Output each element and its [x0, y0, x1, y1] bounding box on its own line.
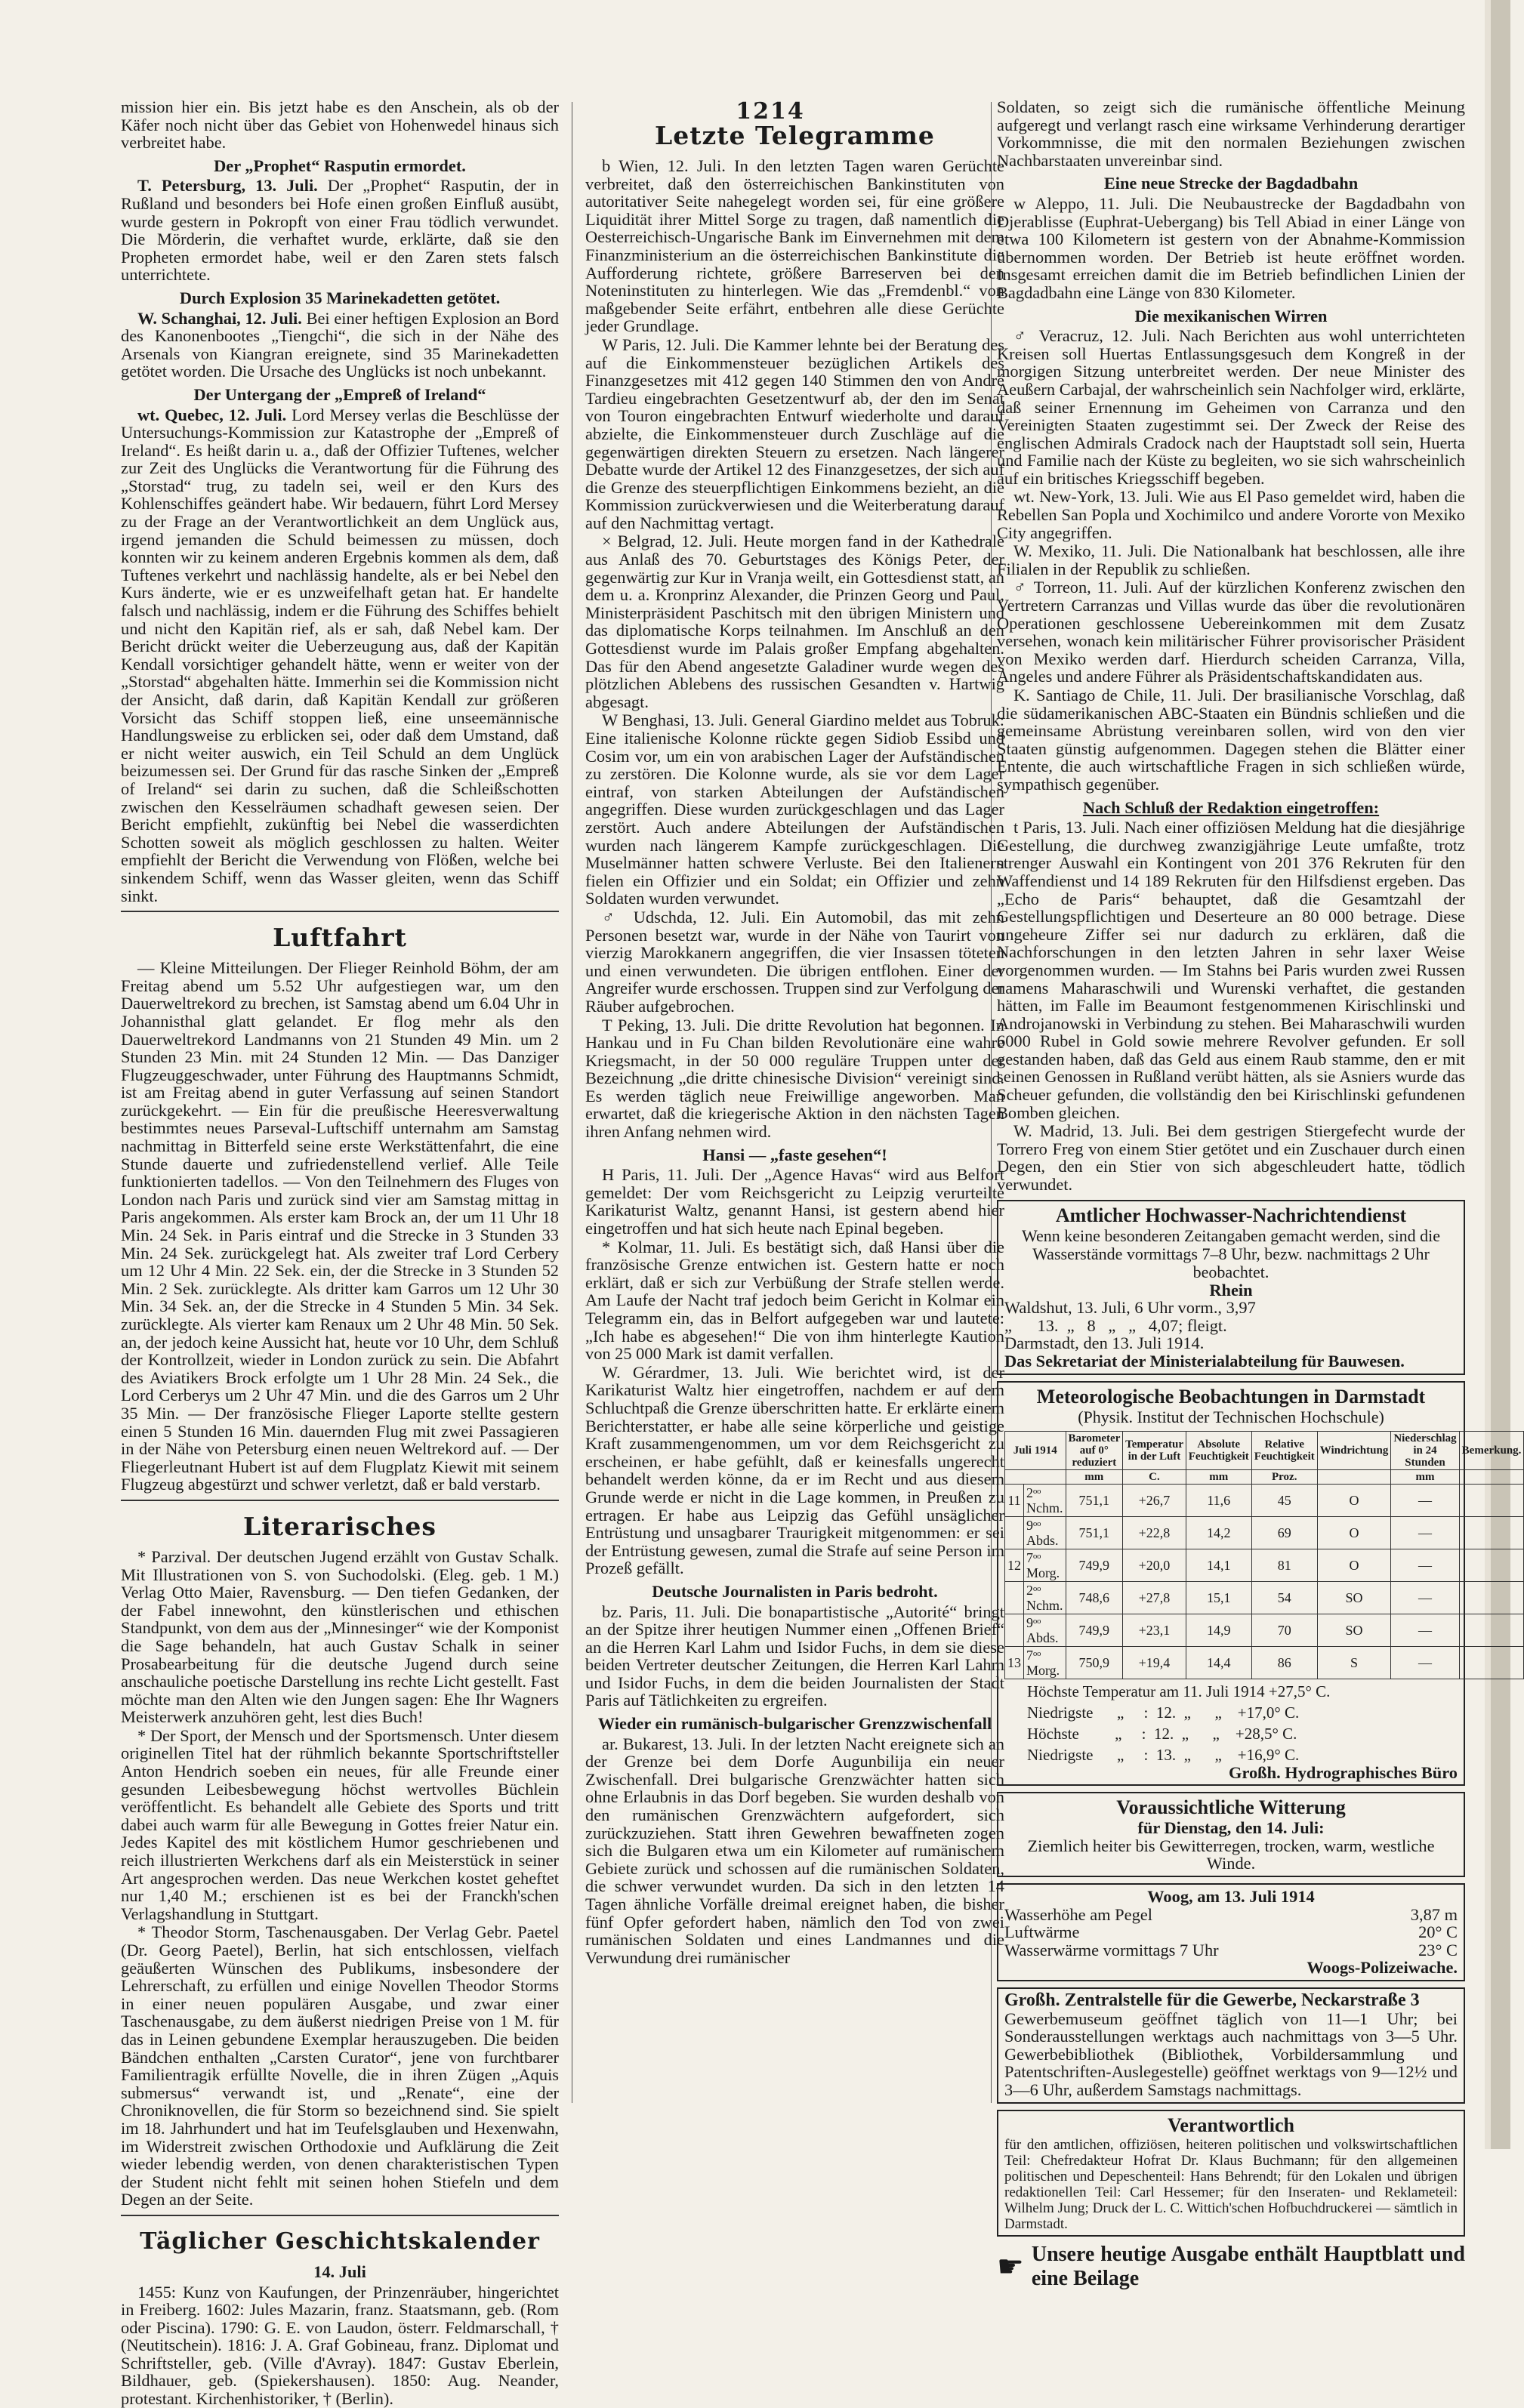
article-heading: Deutsche Journalisten in Paris bedroht.	[652, 1581, 938, 1601]
meteo-subtitle: (Physik. Institut der Technischen Hochschule)	[1078, 1407, 1384, 1426]
article-heading: Durch Explosion 35 Marinekadetten getötet.	[179, 288, 501, 307]
meteo-cell-wind: S	[1317, 1646, 1391, 1679]
article-heading: Hansi — „faste gesehen“!	[702, 1145, 887, 1164]
intro-text: mission hier ein. Bis jetzt habe es den Anschein, als ob der Käfer noch nicht über das Gebiet von Hohenwedel hinaus sich verbreitet habe.	[121, 97, 559, 153]
meteo-row	[1005, 1614, 1524, 1646]
telegram-text: H Paris, 11. Juli. Der „Agence Havas“ wird aus Belfort gemeldet: Der vom Reichsgericht zu Leipzig verurteilte Karikaturist Waltz, genannt Hansi, ist gestern abend hier eingetroffen und hat sich heute nach Epinal begeben.	[585, 1165, 1004, 1238]
telegram-text: × Belgrad, 12. Juli. Heute morgen fand in der Kathedrale aus Anlaß des 70. Geburtstages des Königs Peter, der gegenwärtig zur Kur in Vranja weilt, ein Gottesdienst statt, an dem u. a. Kronprinz Alexander, die Prinzen Georg und Paul, Ministerpräsident Paschitsch mit den übrigen Ministern und das diplomatische Korps teilnahmen. Im Anschluß an den Gottesdienst wurde im Palais großer Empfang abgehalten. Das für den Abend angesetzte Galadiner wurde wegen des plötzlichen Ablebens des russischen Gesandten v. Hartwig abgesagt.	[585, 532, 1004, 711]
meteo-cell-rain: —	[1391, 1646, 1459, 1679]
verantwortlich-text: für den amtlichen, offiziösen, heiteren politischen und volkswirtschaftlichen Teil: Chefredakteur Hofrat Dr. Klaus Buchmann; für den allgemeinen politischen und Depeschenteil: Hans Behrendt; für den Lokalen und übrigen redaktionellen Teil: Carl Hessemer; für den Inseraten- und Reklameteil: Wilhelm Jung; Druck der L. C. Wittich'schen Hofbuchdruckerei — sämtlich in Darmstadt.	[1004, 2136, 1458, 2232]
luftfahrt-text: — Kleine Mitteilungen. Der Flieger Reinhold Böhm, der am Freitag abend um 5.52 Uhr aufgestiegen war, um den Dauerweltrekord zu brechen, ist Samstag abend um 6.04 Uhr in Johannisthal glatt gelandet. Er flog mehr als den Dauerweltrekord Landmanns von 21 Stunden 49 Min. um 2 Stunden 23 Min. mit 24 Stunden 12 Min. — Das Danziger Flugzeuggeschwader, unter Führung des Hauptmanns Schmidt, ist am Freitag abend in guter Verfassung auf seinen Standort zurückgekehrt. — Ein für die preußische Heeresverwaltung bestimmtes neues Parseval-Luftschiff unternahm am Samstag nachmittag in Bitterfeld seine erste Werkstättenfahrt, die eine Stunde dauerte und zufriedenstellend verlief. Alle Teile funktionierten tadellos. — Von den Teilnehmern des Fluges von London nach Paris und zurück sind vier am Samstag mittag in Paris angekommen. Als erster kam Brock an, der um 11 Uhr 18 Min. 24 Sek. in Paris eintraf und die Strecke in 3 Stunden 33 Min. 24 Sek. zurückgelegt hat. Als zweiter traf Lord Cerbery um 12 Uhr 4 Min. 22 Sek. ein, der die Strecke in 3 Stunden 52 Min. 2 Sek. zurücklegte. Als dritter kam Garros um 12 Uhr 30 Min. 34 Sek. an, der die Strecke in 4 Stunden 5 Min. 34 Sek. zurücklegte. Als vierter kam Renaux um 2 Uhr 48 Min. 50 Sek. an, der jedoch keine Aussicht hat, heute vor 10 Uhr, dem Schluß der Kontrollzeit, wieder in London zurück zu sein. Die Abfahrt des Aviatikers Brock erfolgte um 1 Uhr 28 Min. 24 Sek., die Lord Cerberys um 2 Uhr 47 Min. und die des Garros um 2 Uhr 35 Min. — Der französische Flieger Laporte stellte gestern einen 5 Stunden 16 Min. dauernden Flug mit zwei Passagieren in der Nähe von Petersburg einen neuen Weltrekord auf. — Der Fliegerleutnant Hubert ist auf dem Flugplatz Kiewit mit seinem Flugzeug abgestürzt und schwer verletzt, daß er bald verstarb.	[121, 958, 559, 1494]
meteo-cell-wind: SO	[1317, 1581, 1391, 1614]
meteo-cell-rel: 81	[1251, 1549, 1317, 1581]
meteo-row	[1005, 1646, 1524, 1679]
literarisches-text: * Der Sport, der Mensch und der Sportsmensch. Unter diesem originellen Titel hat der rühmlich bekannte Sportschriftsteller Anton Hendrich soeben ein neues, für alle Freunde einer gesunden Leibesbewegung höchst wertvolles Büchlein veröffentlicht. Es behandelt alle Gebiete des Sports und tritt dabei auch warm für alle Bewegung in Gottes freier Natur ein. Jedes Kapitel des mit köstlichem Humor geschriebenen und reich illustrierten Werkchens darf als ein Meisterstück in seiner Art angesprochen werden. Das neue Werkchen kostet geheftet nur 1,40 M.; erschienen ist es bei der Franckh'schen Verlagshandlung in Stuttgart.	[121, 1725, 559, 1923]
telegram-text: * Kolmar, 11. Juli. Es bestätigt sich, daß Hansi über die französische Grenze entwichen ist. Gestern hatte er noch erklärt, daß er sich zur Verbüßung der Strafe stellen werde. Am Laufe der Nacht traf jedoch beim Gericht in Kolmar ein Telegramm ein, das in Belfort aufgegeben war und lautete: „Ich habe es abgesehen!“ Die von ihm hinterlegte Kaution von 25 000 Mark ist damit verfallen.	[585, 1237, 1004, 1364]
article-heading: Der „Prophet“ Rasputin ermordet.	[214, 156, 466, 175]
telegram-text: T Peking, 13. Juli. Die dritte Revolution hat begonnen. In Hankau und in Fu Chan bilden Revolutionäre eine wahre Kriegsmacht, in der 50 000 reguläre Truppen unter der Bezeichnung „die dritte chinesische Division“ vereinigt sind. Es werden täglich neue Freiwillige angeworben. Man erwartet, daß die kriegerische Aktion in den nächsten Tagen ihren Anfang nehmen wird.	[585, 1015, 1004, 1142]
article-heading: Der Untergang der „Empreß of Ireland“	[193, 384, 486, 404]
section-title-literarisches: Literarisches	[243, 1511, 437, 1541]
woog-box	[997, 1883, 1465, 1981]
literarisches-text: * Parzival. Der deutschen Jugend erzählt von Gustav Schalk. Mit Illustrationen von S. von Suchodolski. (Eleg. geb. 1 M.) Verlag Otto Maier, Ravensburg. — Den tiefen Gedanken, der der Fabel innewohnt, den künstlerischen und ethischen Standpunkt, von dem aus der „Minnesinger“ wie der Komponist die Sage behandeln, hat auch Gustav Schalk in seiner Prosabearbeitung für die deutsche Jugend durch seine anschauliche poetische Darstellung ins rechte Licht gestellt. Fast möchte man den Alten wie den Jungen sagen: Ehe Ihr Wagners Meisterwerk anzuhören geht, lest dies Buch!	[121, 1546, 559, 1727]
meteo-cell-temp: +20,0	[1123, 1549, 1186, 1581]
meteo-cell-remark	[1459, 1614, 1524, 1646]
section-title-luftfahrt: Luftfahrt	[273, 923, 407, 953]
meteo-cell-baro: 749,9	[1066, 1549, 1123, 1581]
meteo-unit: Proz.	[1251, 1469, 1317, 1484]
meteo-title: Meteorologische Beobachtungen in Darmstadt	[1036, 1385, 1426, 1407]
kalender-date: 14. Juli	[313, 2262, 366, 2281]
hochwasser-title: Amtlicher Hochwasser-Nachrichtendienst	[1055, 1204, 1407, 1226]
meteo-col-header: Windrichtung	[1317, 1431, 1391, 1469]
article-text: w Aleppo, 11. Juli. Die Neubaustrecke der Bagdadbahn von Djerablisse (Euphrat-Uebergang) bis Tell Abiad in einer Länge von etwa 100 Kilometern ist gestern von der Abnahme-Kommission übernommen worden. Der Betrieb ist heute eröffnet worden. Insgesamt erreichen damit die im Betrieb befindlichen Linien der Bagdadbahn eine Länge von 830 Kilometer.	[997, 193, 1465, 302]
telegram-text: ar. Bukarest, 13. Juli. In der letzten Nacht ereignete sich an der Grenze bei dem Dorfe Augunbilija ein neuer Zwischenfall. Drei bulgarische Grenzwächter hatten sich ohne Erlaubnis in das Dorf begeben. Sie wurden deshalb von den rumänischen Grenzwächtern aufgefordert, sich zurückzuziehen. Statt ihren Gewehren bewaffneten zogen sich die Bulgaren etwa um ein Kilometer auf rumänischem Gebiete zurück und schossen auf die rumänischen Soldaten, die schwer verwundet wurden. Da sich in den letzten 14 Tagen ähnliche Vorfälle dreimal ereignet haben, die bisher fünf Opfer gefordert haben, nämlich den Tod von zwei rumänischen Soldaten und eines Landmannes und die Verwundung drei rumänischer	[585, 1734, 1004, 1967]
article-text: t Paris, 13. Juli. Nach einer offiziösen Meldung hat die diesjährige Gestellung, die durchweg zwanzigjährige Leute umfaßte, trotz strenger Auswahl ein Kontingent von 201 376 Rekruten für den Waffendienst und 14 189 Rekruten für den Hilfsdienst ergeben. Das „Echo de Paris“ behauptet, daß die Gesamtzahl der Gestellungspflichtigen und Deserteure an 80 000 betrage. Diese ungeheure Ziffer sei nur dadurch zu erklären, daß die Nachforschungen in den letzten Jahren in sehr laxer Weise vorgenommen wurden. — Im Stahns bei Paris wurden zwei Russen namens Maharaschwili und Wurenski verhaftet, die gestanden hätten, im Falle im Beaumont festgenommenen Kirischlinski und Androjanowski in Verbindung zu stehen. Bei Maharaschwili wurden 6000 Rubel in Gold sowie mehrere Revolver gefunden. Er soll gestanden haben, daß das Geld aus einem Raub stamme, den er mit seinen Genossen in Rußland verübt hätten, als sie Asniers wurde das Scheuer gefunden, die vollständig den bei Kirischlinski gefundenen Bomben gleichen.	[997, 818, 1465, 1122]
meteo-cell-wind: SO	[1317, 1614, 1391, 1646]
hochwasser-line: Darmstadt, den 13. Juli 1914.	[1004, 1333, 1205, 1353]
article-text: K. Santiago de Chile, 11. Juli. Der brasilianische Vorschlag, daß die südamerikanischen ABC-Staaten ein Bündnis schließen und die gemeinsame Abrüstung vereinbaren sollen, wird von den vier Staaten günstig aufgenommen. Dagegen stehen die Blätter einer Entente, die auch wirtschaftliche Fragen in sich schließen würde, sympathisch gegenüber.	[997, 686, 1465, 794]
meteo-cell-abs: 14,1	[1186, 1549, 1251, 1581]
verantwortlich-title: Verantwortlich	[1167, 2114, 1294, 2136]
article-text: W. Madrid, 13. Juli. Bei dem gestrigen Stiergefecht wurde der Torrero Freg von einem Stier getötet und ein Zuschauer durch einen Degen, den ein Stier von sich abgeschleudert hatte, tödlich verwundet.	[997, 1121, 1465, 1195]
article-text: W. Schanghai, 12. Juli. Bei einer heftigen Explosion an Bord des Kanonenbootes „Tiengchi“, die sich in der Nähe des Arsenals von Kiangran ereignete, sind 35 Marinekadetten getötet worden. Die Ursache des Unglücks ist noch unbekannt.	[121, 308, 559, 381]
meteo-cell-abs: 14,4	[1186, 1646, 1251, 1679]
meteo-cell-baro: 751,1	[1066, 1484, 1123, 1516]
meteo-cell-day: 13	[1005, 1646, 1024, 1679]
column-middle	[585, 121, 1004, 2129]
meteo-cell-remark	[1459, 1516, 1524, 1549]
article-text: ♂ Torreon, 11. Juli. Auf der kürzlichen Konferenz zwischen den Vertretern Carranzas und Villas wurde das über die revolutionären Operationen geschlossene Uebereinkommen mit dem Zusatz versehen, wonach kein militärischer Führer provisorischer Präsident von Mexiko werden darf. Hierdurch scheiden Carranza, Villa, Angeles und andere Führer als Präsidentschaftskandidaten aus.	[997, 578, 1465, 686]
meteo-row	[1005, 1549, 1524, 1581]
meteo-cell-day	[1005, 1516, 1024, 1549]
meteo-cell-baro: 749,9	[1066, 1614, 1123, 1646]
meteo-extreme: Höchste Temperatur am 11. Juli 1914 +27,5° C.	[1027, 1682, 1331, 1700]
meteo-cell-remark	[1459, 1581, 1524, 1614]
meteo-cell-abs: 11,6	[1186, 1484, 1251, 1516]
meteo-cell-abs: 14,9	[1186, 1614, 1251, 1646]
continued-text: Soldaten, so zeigt sich die rumänische öffentliche Meinung aufgeregt und verlangt rasch eine wirksame Verhinderung derartiger Vorkommnisse, die mit den normalen Beziehungen zwischen Nachbarstaaten unvereinbar sind.	[997, 97, 1465, 170]
hochwasser-line: Waldshut, 13. Juli, 6 Uhr vorm., 3,97	[1004, 1298, 1256, 1318]
article-heading: Die mexikanischen Wirren	[1134, 306, 1328, 325]
meteo-extreme: Höchste „ : 12. „ „ +28,5° C.	[1027, 1724, 1297, 1743]
witterung-title: Voraussichtliche Witterung	[1116, 1796, 1346, 1819]
meteo-col-header: Juli 1914	[1005, 1431, 1066, 1469]
meteo-cell-wind: O	[1317, 1516, 1391, 1549]
meteo-col-header: Bemerkung.	[1459, 1431, 1524, 1469]
meteo-cell-temp: +27,8	[1123, 1581, 1186, 1614]
meteo-cell-remark	[1459, 1549, 1524, 1581]
hochwasser-footer: Das Sekretariat der Ministerialabteilung für Bauwesen.	[1004, 1352, 1405, 1370]
meteo-unit: mm	[1066, 1469, 1123, 1484]
article-text: ♂ Veracruz, 12. Juli. Nach Berichten aus wohl unterrichteten Kreisen soll Huertas Entlassungsgesuch dem Kongreß in der morgigen Sitzung unterbreitet werden. Der neue Minister des Aeußern Carbajal, der wahrscheinlich sein Nachfolger wird, erklärte, daß seiner Ernennung im Geheimen von Carranza und den Vereinigten Staaten zugestimmt sei. Der Zweck der Reise des englischen Admirals Cradock nach der Hauptstadt soll sein, Huerta und Familie nach der Küste zu begleiten, wo sie sich wahrscheinlich auf ein britisches Kriegsschiff begeben.	[997, 326, 1465, 488]
woog-row: Luftwärme 20° C	[1004, 1922, 1458, 1942]
telegram-text: W. Gérardmer, 13. Juli. Wie berichtet wird, ist der Karikaturist Waltz hier eingetroffen, nachdem er auf dem Schluchtpaß die Grenze überschritten hatte. Er erklärte einem Berichterstatter, er habe alle seine körperliche und geistige Kraft zusammengenommen, um vor dem Reichsgericht zu erscheinen, er habe gefühlt, daß er keinesfalls ungerecht behandelt werden könne, da er im Recht und aus diesem Grunde werde er nicht in die Lage kommen, in Preußen zu ertragen. Er habe aus Leipzig das Gefühl unsäglicher Entrüstung und unsagbarer Traurigkeit mitgenommen: er sei der Entrüstung gewesen, zumal die Strafe auf seine Person im Prozeß gefällt.	[585, 1362, 1004, 1578]
meteo-row	[1005, 1484, 1524, 1516]
witterung-box	[997, 1792, 1465, 1877]
meteo-cell-abs: 15,1	[1186, 1581, 1251, 1614]
section-rule	[121, 1500, 559, 1501]
column-right	[997, 97, 1522, 2290]
meteo-footer: Großh. Hydrographisches Büro	[1229, 1762, 1458, 1782]
meteo-cell-temp: +23,1	[1123, 1614, 1186, 1646]
adjacent-page-edge	[1491, 0, 1510, 2149]
section-rule	[121, 2215, 559, 2216]
meteo-cell-rel: 54	[1251, 1581, 1317, 1614]
hochwasser-box	[997, 1200, 1465, 1375]
telegram-text: bz. Paris, 11. Juli. Die bonapartistische „Autorité“ bringt an der Spitze ihrer heutigen Nummer einen „Offenen Brief“ an die Herren Karl Lahm und Isidor Fuchs, in dem sie diese beiden Vertreter deutscher Zeitungen, die Herren Karl Lahm und Isidor Fuchs, in dem die beiden Journalisten der Stadt Paris auf Tätlichkeiten zu ergreifen.	[585, 1602, 1004, 1710]
column-left	[121, 97, 559, 2408]
meteo-unit: mm	[1186, 1469, 1251, 1484]
meteo-col-header: Temperatur in der Luft	[1123, 1431, 1186, 1469]
page-number: 1214	[736, 98, 805, 125]
hochwasser-text: Wenn keine besonderen Zeitangaben gemacht werden, sind die Wasserstände vormittags 7–8 Uhr, bezw. nachmittags 2 Uhr beobachtet.	[1021, 1226, 1441, 1281]
telegram-text: ♂ Udschda, 12. Juli. Ein Automobil, das mit zehn Personen besetzt war, wurde in der Nähe von Taurirt von vierzig Marokkanern angegriffen, die vier Insassen töteten und einen verwundeten. Die übrigen entflohen. Einer der Angreifer wurde erschossen. Truppen sind zur Verfolgung der Räuber aufgebrochen.	[585, 907, 1004, 1016]
woog-footer: Woogs-Polizeiwache.	[1307, 1958, 1458, 1978]
meteo-cell-rel: 70	[1251, 1614, 1317, 1646]
meteo-col-header: Absolute Feuchtigkeit	[1186, 1431, 1251, 1469]
meteo-cell-time: 9ᵒᵒ Abds.	[1024, 1614, 1066, 1646]
hochwasser-river: Rhein	[1209, 1280, 1253, 1300]
meteo-cell-baro: 748,6	[1066, 1581, 1123, 1614]
issue-note	[997, 2243, 1465, 2291]
meteo-cell-remark	[1459, 1646, 1524, 1679]
meteo-cell-temp: +22,8	[1123, 1516, 1186, 1549]
meteo-cell-wind: O	[1317, 1549, 1391, 1581]
article-text: W. Mexiko, 11. Juli. Die Nationalbank hat beschlossen, alle ihre Filialen in der Republik zu schließen.	[997, 541, 1465, 578]
pointing-hand-icon: ☛	[997, 2249, 1024, 2283]
meteo-cell-rain: —	[1391, 1614, 1459, 1646]
meteo-cell-time: 7ᵒᵒ Morg.	[1024, 1646, 1066, 1679]
hochwasser-line: „ 13. „ 8 „ „ 4,07; fleigt.	[1004, 1315, 1227, 1335]
meteo-cell-wind: O	[1317, 1484, 1391, 1516]
article-heading: Wieder ein rumänisch-bulgarischer Grenzzwischenfall	[597, 1714, 992, 1734]
zentralstelle-text: Gewerbemuseum geöffnet täglich von 11—1 Uhr; bei Sonderausstellungen werktags auch nachmittags von 3—5 Uhr. Gewerbebibliothek (Bibliothek, Vorbildersammlung und Patentschriften-Auslegestelle) geöffnet werktags von 9—12½ und 3—6 Uhr, außerdem Samstags nachmittags.	[1004, 2009, 1458, 2099]
meteo-cell-rain: —	[1391, 1549, 1459, 1581]
meteo-cell-rain: —	[1391, 1516, 1459, 1549]
meteo-cell-rain: —	[1391, 1581, 1459, 1614]
meteo-col-header: Niederschlag in 24 Stunden	[1391, 1431, 1459, 1469]
article-text: wt. New-York, 13. Juli. Wie aus El Paso gemeldet wird, haben die Rebellen San Popla und Xochimilco und andere Vororte von Mexiko City angegriffen.	[997, 487, 1465, 542]
telegram-text: b Wien, 12. Juli. In den letzten Tagen waren Gerüchte verbreitet, daß den österreichischen Bankinstituten von autoritativer Seite nahegelegt worden sei, für eine größere Liquidität ihrer Mittel Sorge zu tragen, daß namentlich die Oesterreichisch-Ungarische Bank im Einvernehmen mit dem Finanzministerium an die österreichischen Bankinstitute die Aufforderung richtete, größere Barreserven bei den Noteninstituten zu hinterlegen. Wie das „Fremdenbl.“ von maßgebender Seite erfährt, entbehren alle diese Gerüchte jeder Grundlage.	[585, 156, 1004, 336]
meteo-cell-rel: 86	[1251, 1646, 1317, 1679]
section-title-kalender: Täglicher Geschichtskalender	[140, 2228, 540, 2255]
literarisches-text: * Theodor Storm, Taschenausgaben. Der Verlag Gebr. Paetel (Dr. Georg Paetel), Berlin, hat sich entschlossen, vielfach geäußerten Wünschen des Publikums, insbesondere der Lehrerschaft, zu erfüllen und einige Novellen Theodor Storms in einer neuen populären Ausgabe, und zwar einer Taschenausgabe, zu dem äußerst niedrigen Preise von 1 M. für das in Leinen gebundene Exemplar herauszugeben. Die beiden Bändchen enthalten „Carsten Curator“, jene von furchtbarer Familientragik erfüllte Novelle, die in ihren Zügen „Aquis submersus“ verwandt ist, und „Renate“, eine der Chroniknovellen, die für Storm so bezeichnend sind. Sie spielt im 18. Jahrhundert und hat im Teufelsglauben und Hexenwahn, im Widerstreit zwischen Orthodoxie und Aufklärung die Zeit wieder lebendig werden, von denen charakteristischen Typen der Student nicht fehlt mit seinen hohen Stiefeln und dem Degen an der Seite.	[121, 1922, 559, 2209]
meteo-extreme: Niedrigste „ : 13. „ „ +16,9° C.	[1027, 1745, 1300, 1764]
meteo-row	[1005, 1581, 1524, 1614]
meteo-cell-time: 2ᵒᵒ Nchm.	[1024, 1581, 1066, 1614]
article-text: wt. Quebec, 12. Juli. Lord Mersey verlas die Beschlüsse der Untersuchungs-Kommission zur Katastrophe der „Empreß of Ireland“. Es heißt darin u. a., daß der Offizier Tuftenes, welcher zur Zeit des Unglücks die Verantwortung für die Führung des „Storstad“ trug, zu tadeln sei, weil er den Kurs des Kohlenschiffes geändert habe. Wir bedauern, führt Lord Mersey zu der Frage an der Verantwortlichkeit an dem Unglück aus, irgend jemanden die Schuld beimessen zu müssen, doch konnten wir zu keinem anderen Ergebnis kommen als dem, daß Tuftenes verkehrt und nachlässig handelte, als er bei Nebel den Kurs änderte, wie er es unzweifelhaft getan hat. Er handelte falsch und nachlässig, indem er die Führung des Schiffes behielt und nicht den Kapitän rief, als er sah, daß Nebel kam. Der Bericht drückt weiter die Ueberzeugung aus, daß der Kapitän Kendall vorsichtiger gehandelt hätte, wenn er weiter von der „Storstad“ abgehalten hätte. Immerhin sei die Kommission nicht der Ansicht, daß darin, daß Kapitän Kendall zur größeren Vorsicht das Schiff stoppen ließ, eine unseemännische Handlungsweise zu erblicken sei, oder daß dem Umstand, daß er nicht weiter auswich, ein Teil Schuld an dem Unglück beizumessen sei. Der Grund für das rasche Sinken der „Empreß of Ireland“ sei darin zu suchen, daß die Schleißschotten zwischen den Kesselräumen schadhaft gewesen seien. Der Bericht empfiehlt, zukünftig bei Nebel die wasserdichten Schotten soweit als möglich geschlossen zu halten. Weiter empfiehlt der Bericht die Verwendung von Flößen, welche bei sinkendem Schiff, wenn das Wasser gleiten, wenn das Schiff sinkt.	[121, 405, 559, 905]
zentralstelle-box	[997, 1987, 1465, 2104]
meteo-cell-temp: +19,4	[1123, 1646, 1186, 1679]
telegram-text: W Benghasi, 13. Juli. General Giardino meldet aus Tobruk: Eine italienische Kolonne rückte gegen Sidiob Essibd und Cosim vor, um ein von arabischen Lager der Aufständischen zu zerstören. Die Kolonne wurde, als sie vor dem Lager eintraf, von starken Abteilungen der Aufständischen angegriffen. Diese wurden zurückgeschlagen und das Lager zerstört. Auch andere Abteilungen der Aufständischen wurden nach längerem Kampfe zurückgeschlagen. Die Muselmänner hatten schwere Verluste. Bei den Italienern fielen ein Offizier und ein Soldat; ein Offizier und zehn Soldaten wurden verwundet.	[585, 711, 1004, 908]
kalender-text: 1455: Kunz von Kaufungen, der Prinzenräuber, hingerichtet in Freiberg. 1602: Jules Mazarin, franz. Staatsmann, geb. (Rom oder Piscina). 1790: G. E. von Laudon, österr. Feldmarschall, † (Neutitschein). 1816: J. A. Graf Gobineau, franz. Diplomat und Schriftsteller, geb. (Ville d'Avray). 1847: Gustav Eberlein, Bildhauer, geb. (Spiekershausen). 1850: Aug. Neander, protestant. Kirchenhistoriker, † (Berlin).	[121, 2282, 559, 2408]
meteo-cell-baro: 751,1	[1066, 1516, 1123, 1549]
meteo-cell-day: 12	[1005, 1549, 1024, 1581]
meteo-cell-day: 11	[1005, 1484, 1024, 1516]
woog-title: Woog, am 13. Juli 1914	[1147, 1886, 1315, 1906]
meteo-cell-remark	[1459, 1484, 1524, 1516]
article-text: T. Petersburg, 13. Juli. Der „Prophet“ Rasputin, der in Rußland und besonders bei Hofe einen großen Einfluß ausübt, wurde gestern in Pokropft von einer Frau tödlich verwundet. Die Mörderin, die verhaftet wurde, erklärte, daß sie den Propheten ermordet habe, weil er den Zaren stets falsch unterrichtete.	[121, 176, 559, 285]
meteo-unit: C.	[1123, 1469, 1186, 1484]
meteo-cell-baro: 750,9	[1066, 1646, 1123, 1679]
meteo-table	[1004, 1431, 1524, 1679]
meteo-cell-time: 2ᵒᵒ Nchm.	[1024, 1484, 1066, 1516]
woog-row: Wasserwärme vormittags 7 Uhr 23° C	[1004, 1940, 1458, 1959]
meteo-col-header: Relative Feuchtigkeit	[1251, 1431, 1317, 1469]
meteo-cell-day	[1005, 1581, 1024, 1614]
meteo-cell-rain: —	[1391, 1484, 1459, 1516]
meteo-cell-abs: 14,2	[1186, 1516, 1251, 1549]
article-heading: Eine neue Strecke der Bagdadbahn	[1103, 174, 1359, 193]
meteo-box	[997, 1381, 1522, 1787]
section-rule	[121, 911, 559, 912]
meteo-unit: mm	[1391, 1469, 1459, 1484]
zentralstelle-title: Großh. Zentralstelle für die Gewerbe, Neckarstraße 3	[1004, 1990, 1420, 2010]
witterung-text: Ziemlich heiter bis Gewitterregen, trocken, warm, westliche Winde.	[1027, 1836, 1435, 1873]
witterung-date: für Dienstag, den 14. Juli:	[1137, 1818, 1325, 1838]
meteo-cell-rel: 45	[1251, 1484, 1317, 1516]
meteo-row	[1005, 1516, 1524, 1549]
issue-note-text: Unsere heutige Ausgabe enthält Hauptblatt und eine Beilage	[1031, 2242, 1465, 2290]
meteo-cell-rel: 69	[1251, 1516, 1317, 1549]
meteo-extreme: Niedrigste „ : 12. „ „ +17,0° C.	[1027, 1703, 1300, 1722]
meteo-cell-time: 7ᵒᵒ Morg.	[1024, 1549, 1066, 1581]
telegram-text: W Paris, 12. Juli. Die Kammer lehnte bei der Beratung des auf die Einkommensteuer bezüglichen Artikels des Finanzgesetzes mit 412 gegen 140 Stimmen den von André Tardieu eingebrachten Gesetzentwurf ab, der den im Senat von Touron eingebrachten Entwurf wiederholte und darauf abzielte, die Einkommensteuer durch Zuschläge auf die gegenwärtigen direkten Steuern zu ersetzen. Nach längerer Debatte wurde der Artikel 12 des Finanzgesetzes, der sich auf die Grenze des steuerpflichtigen Einkommens bezieht, an die Kommission zurückverwiesen und die Weiterberatung darauf auf den Nachmittag vertagt.	[585, 335, 1004, 532]
article-heading: Nach Schluß der Redaktion eingetroffen:	[1082, 797, 1380, 817]
woog-row: Wasserhöhe am Pegel 3,87 m	[1004, 1904, 1458, 1924]
verantwortlich-box	[997, 2110, 1465, 2237]
page-edge-shadow	[1485, 0, 1491, 2149]
meteo-cell-day	[1005, 1614, 1024, 1646]
meteo-cell-temp: +26,7	[1123, 1484, 1186, 1516]
section-title-telegramme: Letzte Telegramme	[655, 121, 935, 150]
meteo-col-header: Barometer auf 0° reduziert	[1066, 1431, 1123, 1469]
meteo-cell-time: 9ᵒᵒ Abds.	[1024, 1516, 1066, 1549]
